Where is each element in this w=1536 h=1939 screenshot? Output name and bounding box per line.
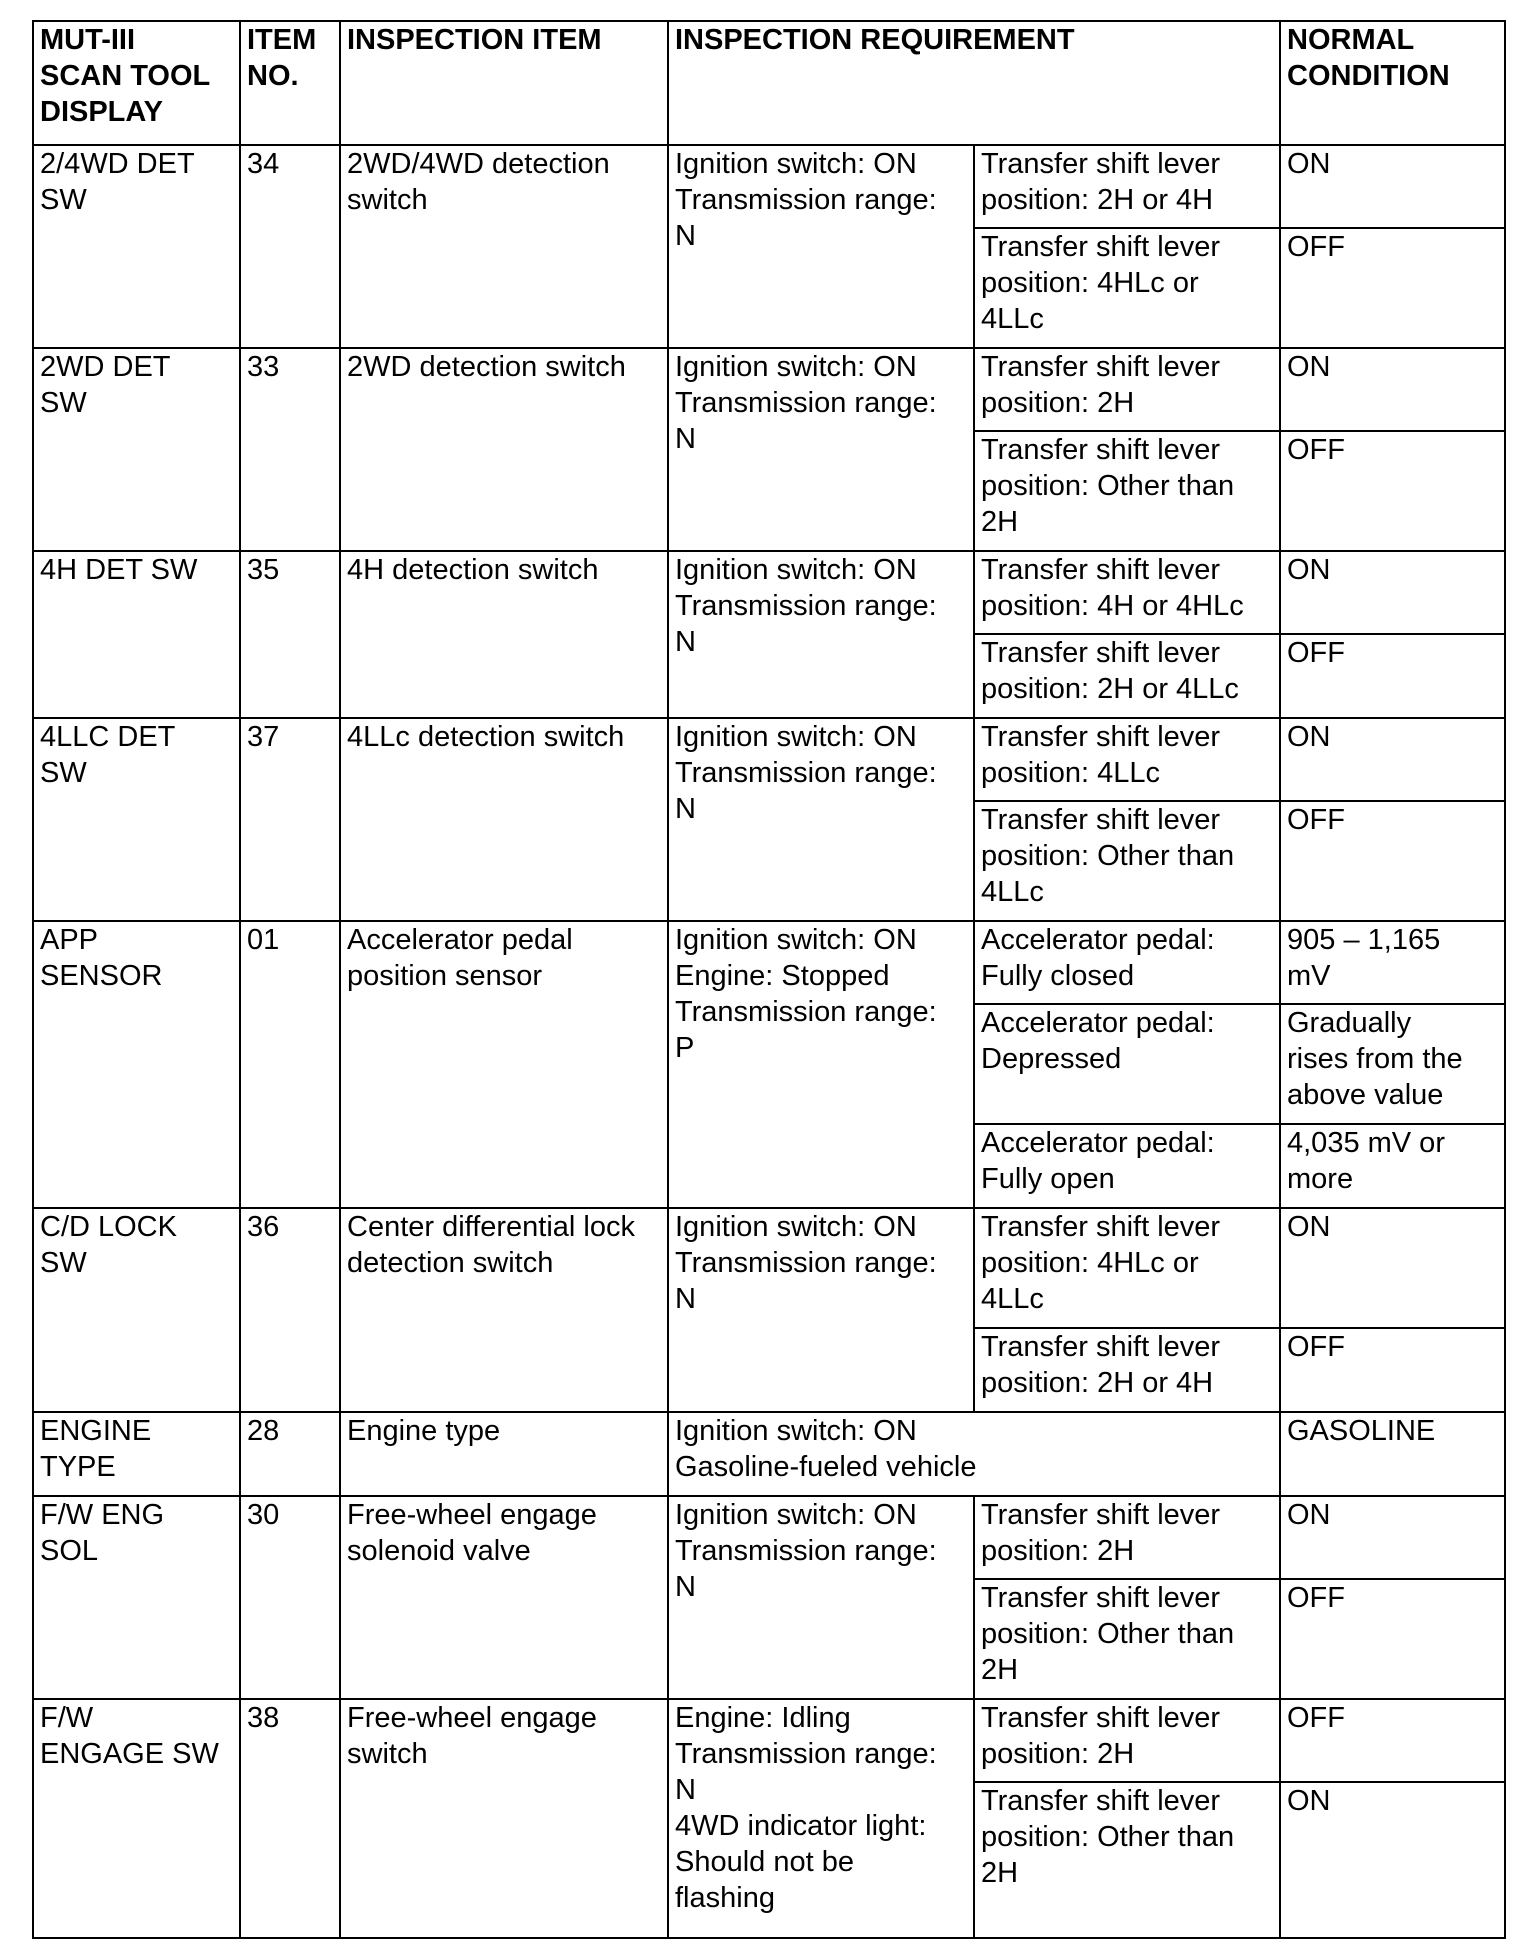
item-no-cell: 38 [240,1699,340,1938]
normal-condition-cell: ON [1280,1782,1505,1938]
normal-condition-cell: OFF [1280,228,1505,348]
table-body [33,145,1505,1938]
normal-condition-cell: ON [1280,718,1505,801]
normal-condition-cell: ON [1280,551,1505,634]
display-cell: F/W ENG SOL [33,1496,240,1699]
normal-condition-cell: ON [1280,348,1505,431]
condition-cell: Transfer shift lever position: 4LLc [974,718,1280,801]
header-display: MUT-III SCAN TOOL DISPLAY [33,21,240,145]
normal-condition-cell: OFF [1280,1579,1505,1699]
inspection-item-cell: 4H detection switch [340,551,668,718]
display-cell: 4H DET SW [33,551,240,718]
table-row [33,348,1505,431]
inspection-item-cell: 2WD/4WD detection switch [340,145,668,348]
normal-condition-cell: Gradually rises from the above value [1280,1004,1505,1124]
condition-cell: Transfer shift lever position: 2H [974,348,1280,431]
display-cell: ENGINE TYPE [33,1412,240,1496]
item-no-cell: 28 [240,1412,340,1496]
condition-cell: Accelerator pedal: Fully open [974,1124,1280,1208]
requirement-cell: Ignition switch: ON Transmission range: N [668,348,974,551]
header-inspection-requirement: INSPECTION REQUIREMENT [668,21,1280,145]
condition-cell: Transfer shift lever position: Other than 2H [974,1579,1280,1699]
requirement-cell: Ignition switch: ON Transmission range: N [668,1496,974,1699]
condition-cell: Transfer shift lever position: 4HLc or 4LLc [974,228,1280,348]
condition-cell: Transfer shift lever position: 2H or 4H [974,1328,1280,1412]
normal-condition-cell: ON [1280,1208,1505,1328]
table-row [33,1699,1505,1782]
requirement-cell: Ignition switch: ON Transmission range: N [668,718,974,921]
table-row [33,718,1505,801]
display-cell: C/D LOCK SW [33,1208,240,1412]
condition-cell: Accelerator pedal: Depressed [974,1004,1280,1124]
inspection-item-cell: 2WD detection switch [340,348,668,551]
table-row [33,145,1505,228]
requirement-cell: Ignition switch: ON Engine: Stopped Transmission range: P [668,921,974,1208]
inspection-item-cell: Accelerator pedal position sensor [340,921,668,1208]
display-cell: F/W ENGAGE SW [33,1699,240,1938]
item-no-cell: 36 [240,1208,340,1412]
display-cell: 2/4WD DET SW [33,145,240,348]
normal-condition-cell: OFF [1280,801,1505,921]
condition-cell: Transfer shift lever position: 4H or 4HLc [974,551,1280,634]
normal-condition-cell: ON [1280,145,1505,228]
requirement-cell: Ignition switch: ON Transmission range: N [668,145,974,348]
condition-cell: Transfer shift lever position: Other than 4LLc [974,801,1280,921]
inspection-table [32,20,1506,1939]
condition-cell: Accelerator pedal: Fully closed [974,921,1280,1004]
header-inspection-item: INSPECTION ITEM [340,21,668,145]
header-row [33,21,1505,145]
requirement-cell: Ignition switch: ON Transmission range: N [668,1208,974,1412]
table-row [33,1412,1505,1496]
condition-cell: Transfer shift lever position: Other than 2H [974,431,1280,551]
condition-cell: Transfer shift lever position: 2H or 4LLc [974,634,1280,718]
inspection-item-cell: Free-wheel engage switch [340,1699,668,1938]
item-no-cell: 34 [240,145,340,348]
header-item-no: ITEM NO. [240,21,340,145]
display-cell: 4LLC DET SW [33,718,240,921]
requirement-cell: Ignition switch: ON Transmission range: N [668,551,974,718]
normal-condition-cell: OFF [1280,1328,1505,1412]
item-no-cell: 35 [240,551,340,718]
normal-condition-cell: OFF [1280,431,1505,551]
normal-condition-cell: 905 – 1,165 mV [1280,921,1505,1004]
item-no-cell: 01 [240,921,340,1208]
condition-cell: Transfer shift lever position: 4HLc or 4LLc [974,1208,1280,1328]
table-row [33,921,1505,1004]
requirement-cell: Engine: Idling Transmission range: N 4WD indicator light: Should not be flashing [668,1699,974,1938]
normal-condition-cell: OFF [1280,1699,1505,1782]
item-no-cell: 30 [240,1496,340,1699]
inspection-item-cell: Engine type [340,1412,668,1496]
inspection-item-cell: Center differential lock detection switch [340,1208,668,1412]
normal-condition-cell: ON [1280,1496,1505,1579]
table-row [33,1208,1505,1328]
condition-cell: Transfer shift lever position: 2H [974,1496,1280,1579]
header-normal-condition: NORMAL CONDITION [1280,21,1505,145]
inspection-item-cell: Free-wheel engage solenoid valve [340,1496,668,1699]
inspection-item-cell: 4LLc detection switch [340,718,668,921]
condition-cell: Transfer shift lever position: 2H or 4H [974,145,1280,228]
requirement-cell: Ignition switch: ON Gasoline-fueled vehicle [668,1412,1280,1496]
inspection-table-wrapper [32,20,1504,1939]
condition-cell: Transfer shift lever position: 2H [974,1699,1280,1782]
display-cell: APP SENSOR [33,921,240,1208]
condition-cell: Transfer shift lever position: Other than 2H [974,1782,1280,1938]
normal-condition-cell: GASOLINE [1280,1412,1505,1496]
table-row [33,1496,1505,1579]
normal-condition-cell: 4,035 mV or more [1280,1124,1505,1208]
display-cell: 2WD DET SW [33,348,240,551]
table-row [33,551,1505,634]
item-no-cell: 37 [240,718,340,921]
normal-condition-cell: OFF [1280,634,1505,718]
item-no-cell: 33 [240,348,340,551]
